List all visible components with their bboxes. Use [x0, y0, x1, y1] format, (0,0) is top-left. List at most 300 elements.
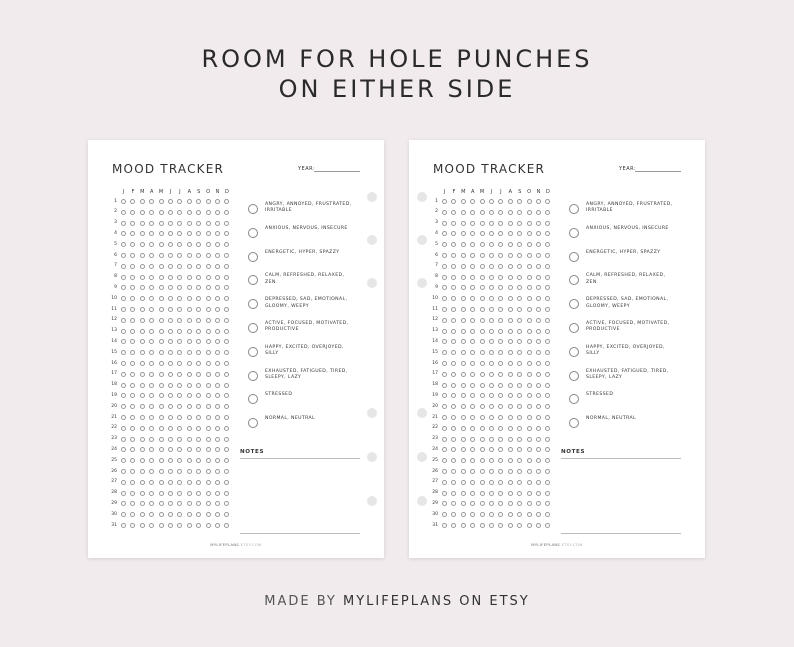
mood-cell[interactable] [536, 361, 541, 366]
mood-cell[interactable] [196, 415, 201, 420]
mood-cell[interactable] [206, 221, 211, 226]
mood-cell[interactable] [470, 285, 475, 290]
mood-cell[interactable] [489, 264, 494, 269]
mood-cell[interactable] [215, 491, 220, 496]
mood-cell[interactable] [489, 329, 494, 334]
mood-cell[interactable] [536, 318, 541, 323]
mood-cell[interactable] [168, 350, 173, 355]
mood-cell[interactable] [206, 264, 211, 269]
mood-cell[interactable] [461, 253, 466, 258]
mood-cell[interactable] [215, 372, 220, 377]
mood-cell[interactable] [517, 253, 522, 258]
mood-cell[interactable] [206, 285, 211, 290]
mood-cell[interactable] [498, 426, 503, 431]
mood-cell[interactable] [461, 383, 466, 388]
mood-cell[interactable] [461, 307, 466, 312]
mood-cell[interactable] [451, 393, 456, 398]
mood-cell[interactable] [187, 231, 192, 236]
mood-cell[interactable] [159, 285, 164, 290]
mood-cell[interactable] [517, 361, 522, 366]
mood-cell[interactable] [121, 221, 126, 226]
mood-cell[interactable] [196, 275, 201, 280]
mood-cell[interactable] [536, 480, 541, 485]
mood-cell[interactable] [206, 523, 211, 528]
mood-cell[interactable] [159, 404, 164, 409]
mood-cell[interactable] [508, 264, 513, 269]
mood-cell[interactable] [480, 512, 485, 517]
mood-cell[interactable] [196, 469, 201, 474]
mood-cell[interactable] [536, 264, 541, 269]
mood-cell[interactable] [159, 275, 164, 280]
mood-cell[interactable] [451, 523, 456, 528]
mood-cell[interactable] [215, 469, 220, 474]
mood-cell[interactable] [215, 199, 220, 204]
mood-cell[interactable] [168, 210, 173, 215]
mood-cell[interactable] [508, 350, 513, 355]
mood-cell[interactable] [224, 329, 229, 334]
mood-cell[interactable] [215, 339, 220, 344]
mood-cell[interactable] [206, 501, 211, 506]
mood-cell[interactable] [224, 426, 229, 431]
mood-cell[interactable] [527, 329, 532, 334]
mood-cell[interactable] [159, 372, 164, 377]
mood-cell[interactable] [517, 231, 522, 236]
mood-cell[interactable] [187, 523, 192, 528]
mood-cell[interactable] [480, 210, 485, 215]
mood-cell[interactable] [489, 415, 494, 420]
mood-cell[interactable] [517, 404, 522, 409]
mood-cell[interactable] [177, 242, 182, 247]
mood-cell[interactable] [508, 372, 513, 377]
mood-cell[interactable] [215, 264, 220, 269]
mood-cell[interactable] [545, 426, 550, 431]
mood-cell[interactable] [442, 361, 447, 366]
mood-cell[interactable] [177, 307, 182, 312]
mood-cell[interactable] [498, 285, 503, 290]
mood-cell[interactable] [121, 501, 126, 506]
mood-cell[interactable] [470, 415, 475, 420]
mood-cell[interactable] [121, 491, 126, 496]
mood-cell[interactable] [130, 512, 135, 517]
mood-cell[interactable] [224, 480, 229, 485]
mood-cell[interactable] [536, 393, 541, 398]
mood-cell[interactable] [224, 253, 229, 258]
mood-cell[interactable] [508, 480, 513, 485]
mood-cell[interactable] [545, 501, 550, 506]
mood-cell[interactable] [470, 426, 475, 431]
mood-color-key[interactable] [248, 371, 258, 381]
mood-cell[interactable] [121, 253, 126, 258]
mood-cell[interactable] [527, 383, 532, 388]
mood-cell[interactable] [196, 231, 201, 236]
mood-cell[interactable] [159, 210, 164, 215]
mood-cell[interactable] [140, 264, 145, 269]
mood-cell[interactable] [451, 447, 456, 452]
mood-cell[interactable] [461, 350, 466, 355]
mood-cell[interactable] [168, 242, 173, 247]
mood-cell[interactable] [187, 437, 192, 442]
mood-cell[interactable] [527, 480, 532, 485]
mood-cell[interactable] [442, 393, 447, 398]
mood-cell[interactable] [442, 415, 447, 420]
mood-cell[interactable] [498, 318, 503, 323]
mood-cell[interactable] [121, 447, 126, 452]
mood-cell[interactable] [215, 329, 220, 334]
mood-cell[interactable] [149, 329, 154, 334]
mood-cell[interactable] [168, 404, 173, 409]
mood-cell[interactable] [498, 469, 503, 474]
mood-cell[interactable] [517, 221, 522, 226]
mood-cell[interactable] [508, 210, 513, 215]
mood-cell[interactable] [480, 437, 485, 442]
mood-cell[interactable] [470, 264, 475, 269]
mood-cell[interactable] [498, 512, 503, 517]
mood-cell[interactable] [442, 318, 447, 323]
mood-cell[interactable] [149, 231, 154, 236]
mood-cell[interactable] [206, 372, 211, 377]
mood-cell[interactable] [545, 415, 550, 420]
mood-cell[interactable] [177, 469, 182, 474]
mood-cell[interactable] [470, 210, 475, 215]
mood-cell[interactable] [517, 393, 522, 398]
mood-cell[interactable] [140, 318, 145, 323]
mood-cell[interactable] [489, 512, 494, 517]
mood-cell[interactable] [527, 210, 532, 215]
mood-cell[interactable] [442, 523, 447, 528]
mood-cell[interactable] [470, 361, 475, 366]
mood-cell[interactable] [470, 318, 475, 323]
mood-cell[interactable] [545, 469, 550, 474]
mood-cell[interactable] [177, 415, 182, 420]
mood-cell[interactable] [545, 512, 550, 517]
mood-cell[interactable] [215, 393, 220, 398]
mood-cell[interactable] [489, 210, 494, 215]
mood-cell[interactable] [517, 339, 522, 344]
mood-cell[interactable] [140, 480, 145, 485]
mood-cell[interactable] [451, 318, 456, 323]
mood-cell[interactable] [206, 447, 211, 452]
mood-cell[interactable] [206, 329, 211, 334]
mood-cell[interactable] [461, 318, 466, 323]
mood-cell[interactable] [451, 307, 456, 312]
mood-cell[interactable] [517, 372, 522, 377]
mood-cell[interactable] [451, 415, 456, 420]
mood-cell[interactable] [498, 447, 503, 452]
mood-cell[interactable] [121, 329, 126, 334]
mood-cell[interactable] [517, 285, 522, 290]
mood-cell[interactable] [177, 393, 182, 398]
mood-cell[interactable] [545, 350, 550, 355]
mood-cell[interactable] [442, 447, 447, 452]
mood-cell[interactable] [224, 285, 229, 290]
mood-cell[interactable] [517, 307, 522, 312]
mood-cell[interactable] [508, 253, 513, 258]
mood-cell[interactable] [508, 339, 513, 344]
mood-cell[interactable] [527, 242, 532, 247]
mood-cell[interactable] [489, 437, 494, 442]
mood-cell[interactable] [536, 307, 541, 312]
mood-cell[interactable] [536, 221, 541, 226]
mood-cell[interactable] [130, 404, 135, 409]
mood-cell[interactable] [130, 231, 135, 236]
mood-cell[interactable] [442, 383, 447, 388]
mood-cell[interactable] [224, 350, 229, 355]
mood-cell[interactable] [168, 458, 173, 463]
mood-cell[interactable] [508, 447, 513, 452]
mood-cell[interactable] [177, 491, 182, 496]
mood-cell[interactable] [168, 523, 173, 528]
mood-cell[interactable] [517, 329, 522, 334]
mood-cell[interactable] [480, 285, 485, 290]
mood-cell[interactable] [159, 307, 164, 312]
mood-cell[interactable] [451, 480, 456, 485]
mood-cell[interactable] [470, 437, 475, 442]
mood-cell[interactable] [480, 253, 485, 258]
mood-cell[interactable] [130, 253, 135, 258]
mood-cell[interactable] [480, 523, 485, 528]
mood-cell[interactable] [527, 372, 532, 377]
mood-cell[interactable] [442, 275, 447, 280]
mood-cell[interactable] [470, 275, 475, 280]
mood-cell[interactable] [461, 415, 466, 420]
mood-cell[interactable] [545, 491, 550, 496]
mood-cell[interactable] [508, 426, 513, 431]
mood-cell[interactable] [480, 415, 485, 420]
mood-cell[interactable] [215, 296, 220, 301]
mood-cell[interactable] [140, 242, 145, 247]
mood-cell[interactable] [140, 339, 145, 344]
mood-cell[interactable] [498, 383, 503, 388]
mood-cell[interactable] [498, 393, 503, 398]
mood-cell[interactable] [215, 415, 220, 420]
mood-cell[interactable] [517, 523, 522, 528]
mood-cell[interactable] [508, 383, 513, 388]
mood-cell[interactable] [508, 307, 513, 312]
mood-cell[interactable] [206, 437, 211, 442]
mood-cell[interactable] [536, 458, 541, 463]
mood-cell[interactable] [121, 350, 126, 355]
mood-cell[interactable] [461, 221, 466, 226]
mood-cell[interactable] [536, 242, 541, 247]
mood-cell[interactable] [187, 491, 192, 496]
mood-cell[interactable] [196, 296, 201, 301]
mood-cell[interactable] [224, 437, 229, 442]
mood-cell[interactable] [451, 199, 456, 204]
mood-cell[interactable] [140, 512, 145, 517]
mood-cell[interactable] [177, 523, 182, 528]
mood-cell[interactable] [545, 361, 550, 366]
mood-cell[interactable] [187, 512, 192, 517]
mood-cell[interactable] [451, 339, 456, 344]
mood-cell[interactable] [508, 458, 513, 463]
mood-cell[interactable] [470, 447, 475, 452]
mood-cell[interactable] [536, 469, 541, 474]
mood-cell[interactable] [451, 404, 456, 409]
mood-cell[interactable] [461, 469, 466, 474]
mood-cell[interactable] [140, 199, 145, 204]
mood-cell[interactable] [224, 458, 229, 463]
mood-cell[interactable] [159, 447, 164, 452]
mood-cell[interactable] [470, 383, 475, 388]
mood-cell[interactable] [451, 253, 456, 258]
mood-cell[interactable] [177, 221, 182, 226]
mood-cell[interactable] [149, 350, 154, 355]
mood-cell[interactable] [215, 275, 220, 280]
mood-cell[interactable] [451, 469, 456, 474]
mood-cell[interactable] [224, 491, 229, 496]
mood-color-key[interactable] [569, 204, 579, 214]
mood-cell[interactable] [517, 296, 522, 301]
mood-cell[interactable] [480, 469, 485, 474]
mood-cell[interactable] [545, 210, 550, 215]
mood-cell[interactable] [527, 231, 532, 236]
mood-cell[interactable] [480, 264, 485, 269]
mood-cell[interactable] [196, 383, 201, 388]
mood-cell[interactable] [442, 404, 447, 409]
mood-cell[interactable] [140, 361, 145, 366]
mood-cell[interactable] [177, 361, 182, 366]
mood-cell[interactable] [177, 253, 182, 258]
mood-cell[interactable] [442, 307, 447, 312]
mood-cell[interactable] [140, 296, 145, 301]
mood-cell[interactable] [480, 426, 485, 431]
mood-cell[interactable] [149, 447, 154, 452]
year-field[interactable] [314, 171, 360, 172]
mood-cell[interactable] [498, 404, 503, 409]
mood-cell[interactable] [461, 339, 466, 344]
mood-cell[interactable] [489, 480, 494, 485]
mood-cell[interactable] [224, 307, 229, 312]
mood-cell[interactable] [517, 318, 522, 323]
mood-cell[interactable] [140, 491, 145, 496]
mood-cell[interactable] [442, 491, 447, 496]
mood-cell[interactable] [451, 231, 456, 236]
mood-cell[interactable] [177, 383, 182, 388]
mood-cell[interactable] [480, 318, 485, 323]
mood-cell[interactable] [442, 296, 447, 301]
mood-cell[interactable] [461, 372, 466, 377]
mood-cell[interactable] [545, 480, 550, 485]
mood-cell[interactable] [168, 285, 173, 290]
mood-cell[interactable] [130, 361, 135, 366]
mood-cell[interactable] [187, 350, 192, 355]
mood-cell[interactable] [187, 383, 192, 388]
mood-cell[interactable] [470, 253, 475, 258]
mood-color-key[interactable] [248, 418, 258, 428]
mood-cell[interactable] [159, 199, 164, 204]
mood-cell[interactable] [159, 383, 164, 388]
mood-cell[interactable] [149, 242, 154, 247]
mood-cell[interactable] [196, 426, 201, 431]
mood-cell[interactable] [149, 210, 154, 215]
mood-cell[interactable] [545, 231, 550, 236]
mood-cell[interactable] [545, 383, 550, 388]
mood-cell[interactable] [206, 404, 211, 409]
mood-cell[interactable] [140, 383, 145, 388]
mood-cell[interactable] [536, 523, 541, 528]
mood-cell[interactable] [517, 383, 522, 388]
mood-cell[interactable] [470, 329, 475, 334]
mood-cell[interactable] [442, 512, 447, 517]
mood-cell[interactable] [121, 415, 126, 420]
mood-cell[interactable] [480, 383, 485, 388]
mood-cell[interactable] [130, 307, 135, 312]
mood-cell[interactable] [159, 296, 164, 301]
mood-cell[interactable] [527, 415, 532, 420]
mood-cell[interactable] [206, 426, 211, 431]
mood-cell[interactable] [121, 242, 126, 247]
mood-cell[interactable] [130, 199, 135, 204]
mood-cell[interactable] [187, 199, 192, 204]
mood-cell[interactable] [536, 447, 541, 452]
mood-cell[interactable] [206, 318, 211, 323]
mood-cell[interactable] [517, 480, 522, 485]
mood-cell[interactable] [508, 491, 513, 496]
mood-cell[interactable] [149, 404, 154, 409]
mood-cell[interactable] [121, 480, 126, 485]
mood-cell[interactable] [489, 469, 494, 474]
mood-cell[interactable] [489, 404, 494, 409]
mood-cell[interactable] [545, 242, 550, 247]
mood-cell[interactable] [149, 523, 154, 528]
mood-cell[interactable] [536, 350, 541, 355]
mood-cell[interactable] [121, 426, 126, 431]
mood-cell[interactable] [527, 285, 532, 290]
mood-cell[interactable] [215, 426, 220, 431]
mood-cell[interactable] [517, 447, 522, 452]
mood-cell[interactable] [461, 264, 466, 269]
mood-cell[interactable] [527, 491, 532, 496]
mood-cell[interactable] [489, 231, 494, 236]
mood-cell[interactable] [442, 221, 447, 226]
mood-cell[interactable] [121, 469, 126, 474]
mood-cell[interactable] [489, 426, 494, 431]
mood-cell[interactable] [442, 210, 447, 215]
mood-cell[interactable] [470, 221, 475, 226]
mood-cell[interactable] [498, 491, 503, 496]
mood-cell[interactable] [545, 458, 550, 463]
mood-cell[interactable] [168, 339, 173, 344]
mood-cell[interactable] [187, 275, 192, 280]
mood-cell[interactable] [177, 296, 182, 301]
mood-cell[interactable] [442, 285, 447, 290]
mood-cell[interactable] [517, 491, 522, 496]
mood-cell[interactable] [140, 275, 145, 280]
mood-cell[interactable] [206, 231, 211, 236]
mood-cell[interactable] [159, 361, 164, 366]
mood-cell[interactable] [545, 199, 550, 204]
mood-cell[interactable] [498, 253, 503, 258]
mood-cell[interactable] [480, 199, 485, 204]
mood-cell[interactable] [206, 415, 211, 420]
mood-cell[interactable] [196, 242, 201, 247]
mood-cell[interactable] [206, 199, 211, 204]
mood-cell[interactable] [480, 480, 485, 485]
mood-cell[interactable] [461, 210, 466, 215]
mood-color-key[interactable] [569, 418, 579, 428]
mood-cell[interactable] [149, 372, 154, 377]
mood-cell[interactable] [224, 264, 229, 269]
mood-cell[interactable] [130, 296, 135, 301]
mood-cell[interactable] [177, 480, 182, 485]
mood-cell[interactable] [498, 242, 503, 247]
mood-cell[interactable] [206, 361, 211, 366]
mood-cell[interactable] [215, 383, 220, 388]
mood-cell[interactable] [149, 469, 154, 474]
mood-cell[interactable] [168, 264, 173, 269]
mood-cell[interactable] [498, 437, 503, 442]
mood-cell[interactable] [140, 426, 145, 431]
